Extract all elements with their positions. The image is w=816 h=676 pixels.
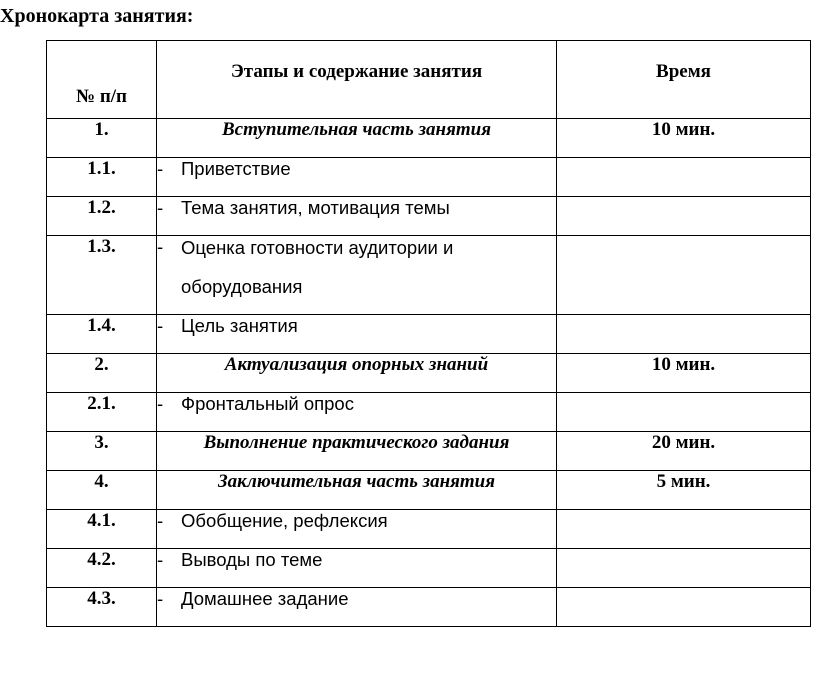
row-number: 4. bbox=[47, 471, 157, 510]
bullet-dash: - bbox=[157, 393, 164, 414]
stage-item bbox=[157, 510, 557, 549]
stage-item-text: Домашнее задание bbox=[181, 588, 349, 609]
table-row bbox=[47, 315, 811, 354]
stage-item bbox=[157, 549, 557, 588]
table-row bbox=[47, 236, 811, 315]
stage-item-text: Обобщение, рефлексия bbox=[181, 510, 388, 531]
stage-section-title: Актуализация опорных знаний bbox=[157, 354, 557, 393]
table-row bbox=[47, 197, 811, 236]
table-row bbox=[47, 549, 811, 588]
row-number: 3. bbox=[47, 432, 157, 471]
row-number: 1.1. bbox=[47, 158, 157, 197]
column-header-stage: Этапы и содержание занятия bbox=[157, 41, 557, 119]
stage-item-text: Приветствие bbox=[181, 158, 291, 179]
column-header-number: № п/п bbox=[47, 41, 157, 119]
bullet-dash: - bbox=[157, 158, 164, 179]
stage-section-title: Заключительная часть занятия bbox=[157, 471, 557, 510]
stage-time bbox=[557, 158, 811, 197]
table-header-row bbox=[47, 41, 811, 119]
stage-time bbox=[557, 549, 811, 588]
stage-item bbox=[157, 315, 557, 354]
stage-time bbox=[557, 393, 811, 432]
bullet-dash: - bbox=[157, 315, 164, 336]
stage-item bbox=[157, 158, 557, 197]
stage-time: 5 мин. bbox=[557, 471, 811, 510]
stage-item-text: Выводы по теме bbox=[181, 549, 323, 570]
stage-item bbox=[157, 236, 557, 315]
row-number: 1.3. bbox=[47, 236, 157, 315]
row-number: 4.1. bbox=[47, 510, 157, 549]
stage-item bbox=[157, 197, 557, 236]
stage-item bbox=[157, 588, 557, 627]
row-number: 1. bbox=[47, 119, 157, 158]
stage-time bbox=[557, 588, 811, 627]
stage-time: 20 мин. bbox=[557, 432, 811, 471]
row-number: 1.2. bbox=[47, 197, 157, 236]
table-row bbox=[47, 354, 811, 393]
bullet-dash: - bbox=[157, 588, 164, 609]
stage-time bbox=[557, 510, 811, 549]
stage-time bbox=[557, 236, 811, 315]
row-number: 2. bbox=[47, 354, 157, 393]
stage-item-text: Фронтальный опрос bbox=[181, 393, 354, 414]
stage-time bbox=[557, 197, 811, 236]
table-row bbox=[47, 158, 811, 197]
column-header-time: Время bbox=[557, 41, 811, 119]
bullet-dash: - bbox=[157, 510, 164, 531]
stage-item-text: Цель занятия bbox=[181, 315, 298, 336]
table-row bbox=[47, 119, 811, 158]
bullet-dash: - bbox=[157, 197, 164, 218]
stage-item bbox=[157, 393, 557, 432]
row-number: 4.2. bbox=[47, 549, 157, 588]
table-row bbox=[47, 471, 811, 510]
document-title: Хронокарта занятия: bbox=[0, 5, 194, 27]
row-number: 2.1. bbox=[47, 393, 157, 432]
table-row bbox=[47, 432, 811, 471]
stage-section-title: Вступительная часть занятия bbox=[157, 119, 557, 158]
stage-time: 10 мин. bbox=[557, 119, 811, 158]
table-row bbox=[47, 510, 811, 549]
stage-item-text: Тема занятия, мотивация темы bbox=[181, 197, 450, 218]
stage-section-title: Выполнение практического задания bbox=[157, 432, 557, 471]
bullet-dash: - bbox=[157, 236, 164, 257]
table-row bbox=[47, 393, 811, 432]
bullet-dash: - bbox=[157, 549, 164, 570]
chronocard-table bbox=[46, 40, 811, 627]
row-number: 1.4. bbox=[47, 315, 157, 354]
table-row bbox=[47, 588, 811, 627]
stage-time bbox=[557, 315, 811, 354]
row-number: 4.3. bbox=[47, 588, 157, 627]
stage-item-text: Оценка готовности аудитории и оборудования bbox=[181, 237, 454, 297]
stage-time: 10 мин. bbox=[557, 354, 811, 393]
